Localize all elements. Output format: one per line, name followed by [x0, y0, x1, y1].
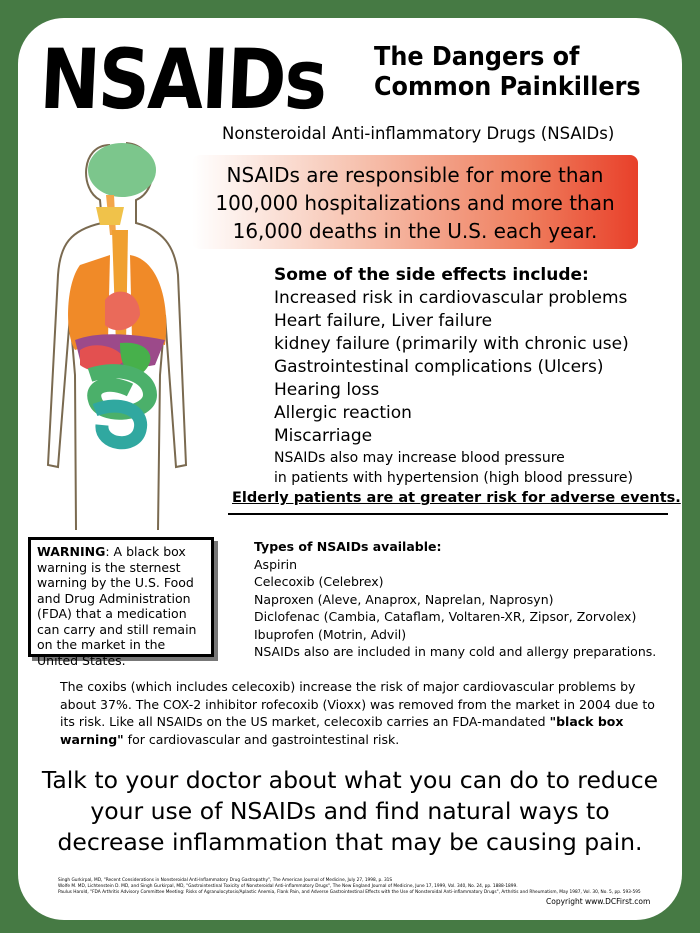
nsaids-logo: NSAIDs	[37, 31, 328, 128]
banner-line: 16,000 deaths in the U.S. each year.	[232, 219, 598, 243]
warning-label: WARNING	[37, 544, 106, 559]
black-box-warning	[28, 537, 214, 668]
banner-line: NSAIDs are responsible for more than	[226, 163, 604, 187]
side-effect-note: NSAIDs also may increase blood pressure	[274, 450, 565, 466]
reference-item: Paulus Harold, "FDA Arthritis Advisory Committee Meeting: Risks of Agranulocytosis/Aplastic Anemia, Flank Pain, and Adverse Gastrointestinal Effects with the Use of Nonsteroidal Anti-inflammatory Drugs", Arthritis and Rheumatism, May 1987, Vol. 30, No. 5, pp. 593-595	[58, 890, 641, 895]
subtitle-line: The Dangers of	[374, 42, 580, 72]
statistics-banner	[192, 155, 638, 249]
coxib-text: The coxibs (which includes celecoxib) increase the risk of major cardiovascular problems by about 37%. The COX-2 inhibitor rofecoxib (Vioxx) was removed from the market in 2004 due to its risk. Like all NSAIDs on the US market, celecoxib carries an FDA-mandated	[60, 679, 655, 729]
nsaid-types-list	[254, 538, 656, 661]
side-effect-note: in patients with hypertension (high blood pressure)	[274, 470, 634, 486]
reference-item: Singh Gurkirpal, MD, "Recent Considerations in Nonsteroidal Anti-Inflammatory Drug Gastropathy", The American Journal of Medicine, July 27, 1998, p. 31S	[58, 878, 393, 883]
poster-subtitle	[374, 42, 641, 102]
intestines-icon	[95, 406, 141, 443]
banner-line: 100,000 hospitalizations and more than	[215, 191, 615, 215]
elderly-warning: Elderly patients are at greater risk for adverse events.	[232, 490, 681, 506]
reference-item: Wolfe M. MD, Lichtenstein D. MD, and Singh Gurkirpal, MD, "Gastrointestinal Toxicity of Nonsteroidal Anti-inflammatory Drugs", The New England Journal of Medicine, June 17, 1999, Vol. 340, No. 24, pp. 1888-1899.	[58, 884, 518, 889]
side-effects-list	[274, 264, 633, 488]
nsaid-type-item: Diclofenac (Cambia, Cataflam, Voltaren-XR, Zipsor, Zorvolex)	[254, 609, 637, 624]
nsaid-type-item: Naproxen (Aleve, Anaprox, Naprelan, Naprosyn)	[254, 591, 554, 607]
warning-text: : A black box warning is the sternest warning by the U.S. Food and Drug Administration (FDA) that a medication can carry and still remain on the market in the United States.	[37, 544, 197, 668]
nsaid-type-item: Ibuprofen (Motrin, Advil)	[254, 626, 407, 642]
coxib-paragraph	[60, 678, 660, 748]
call-to-action: Talk to your doctor about what you can do to reduce your use of NSAIDs and find natural ways to decrease inflammation that may be causing pain.	[41, 766, 659, 856]
side-effect-item: Miscarriage	[274, 426, 373, 446]
full-name: Nonsteroidal Anti-inflammatory Drugs (NSAIDs)	[222, 124, 615, 143]
copyright: Copyright www.DCFirst.com	[546, 897, 651, 906]
subtitle-line: Common Painkillers	[374, 72, 641, 102]
nsaid-type-item: NSAIDs also are included in many cold and allergy preparations.	[254, 644, 657, 659]
side-effect-item: Hearing loss	[274, 380, 380, 400]
types-heading: Types of NSAIDs available:	[254, 539, 442, 554]
coxib-text: for cardiovascular and gastrointestinal risk.	[123, 731, 400, 747]
brain-icon	[88, 143, 156, 197]
side-effect-item: Increased risk in cardiovascular problems	[274, 288, 628, 308]
side-effect-item: Heart failure, Liver failure	[274, 311, 493, 331]
references	[58, 878, 641, 896]
black-box-emphasis: "black box warning"	[60, 714, 624, 747]
nsaid-type-item: Aspirin	[254, 556, 298, 572]
nsaid-type-item: Celecoxib (Celebrex)	[254, 574, 384, 589]
side-effect-item: Gastrointestinal complications (Ulcers)	[274, 357, 604, 377]
side-effects-heading: Some of the side effects include:	[274, 265, 589, 285]
side-effect-item: kidney failure (primarily with chronic use)	[274, 334, 629, 354]
side-effect-item: Allergic reaction	[274, 403, 412, 423]
divider	[228, 513, 668, 515]
